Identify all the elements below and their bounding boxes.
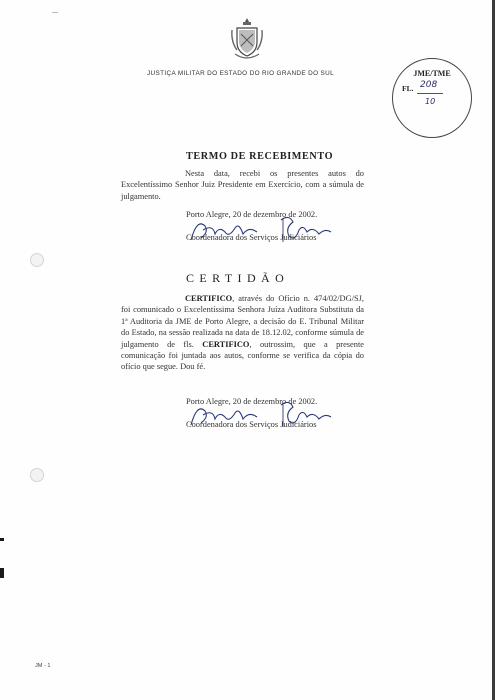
form-code: JM - 1 [35,663,51,669]
receipt-title: TERMO DE RECEBIMENTO [186,151,334,162]
stamp-fl-label: FL. [402,84,414,93]
certify-keyword: CERTIFICO [185,294,233,303]
receipt-place-date: Porto Alegre, 20 de dezembro de 2002. [186,210,318,219]
certificate-body [121,293,364,373]
coat-of-arms-icon [229,16,265,62]
receipt-body: Nesta data, recebi os presentes autos do Excelentíssimo Senhor Juiz Presidente em Exercício, com a súmula de julgamento. [121,169,364,201]
binder-hole-upper [30,253,44,267]
page-number-stamp [392,58,472,138]
stamp-page-number: 208 [420,80,438,90]
certificate-place-date: Porto Alegre, 20 de dezembro de 2002. [186,397,318,406]
margin-mark-lower [0,568,4,578]
margin-mark-upper [0,538,4,541]
certificate-text-part1: , através do Ofício n. 474/02/DG/SJ, foi comunicado o Excelentíssima Senhora Juíza Auditora Substituta da 1ª Auditoria da JME de Porto Alegre, a decisão do E. Tribunal Militar do Estado, na sessão realizada na data de 18.12.02, conforme súmula de julgamento de fls. [121,294,364,349]
certify-keyword-second: CERTIFICO [202,339,250,349]
receipt-signer-role: Coordenadora dos Serviços Judiciários [186,233,317,242]
certificate-title: CERTIDÃO [186,271,290,285]
certificate-signer-role: Coordenadora dos Serviços Judiciários [186,420,317,429]
stamp-sub-number: 10 [425,97,436,106]
institution-header: JUSTIÇA MILITAR DO ESTADO DO RIO GRANDE DO SUL [147,70,335,77]
scan-mark [52,12,58,16]
stamp-title: JME/TME [413,69,451,78]
stamp-underline [417,93,443,94]
binder-hole-lower [30,468,44,482]
certificate-text-part2: , outrossim, que a presente comunicação foi juntada aos autos, conforme se verifica da cópia do ofício que segue. Dou fé. [121,339,365,372]
